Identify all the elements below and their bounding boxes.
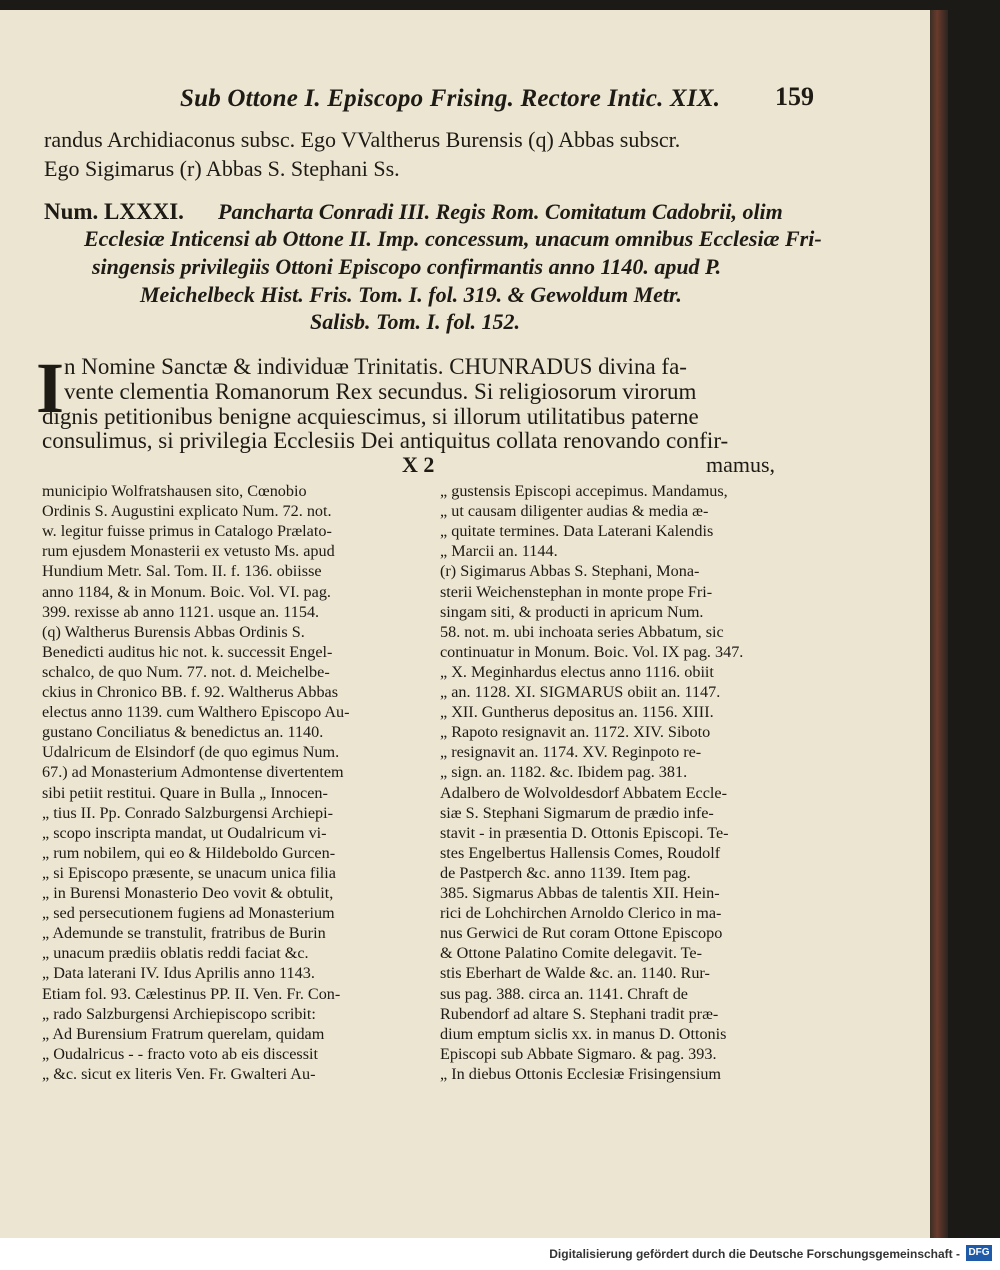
footnote-line: siæ S. Stephani Sigmarum de prædio infe- (440, 803, 714, 822)
footnote-line: continuatur in Monum. Boic. Vol. IX pag. 347. (440, 642, 744, 661)
footnote-line: anno 1184, & in Monum. Boic. Vol. VI. pag. (42, 582, 331, 601)
footnote-line: 58. not. m. ubi inchoata series Abbatum, sic (440, 622, 724, 641)
footnote-line: „ an. 1128. XI. SIGMARUS obiit an. 1147. (440, 683, 721, 701)
body-line: vente clementia Romanorum Rex secundus. Si religiosorum virorum (64, 379, 697, 404)
catchword: mamus, (706, 452, 776, 477)
footnote-line: stes Engelbertus Hallensis Comes, Roudolf (440, 843, 721, 862)
footnote-line: 385. Sigmarus Abbas de talentis XII. Hein- (440, 884, 720, 902)
funding-credit: Digitalisierung gefördert durch die Deutsche Forschungsgemeinschaft - (549, 1247, 960, 1261)
running-head: Sub Ottone I. Episcopo Frising. Rectore Intic. XIX. (180, 85, 721, 112)
footnote-line: sibi petiit restitui. Quare in Bulla „ Innocen- (42, 783, 328, 802)
footnote-line: Ordinis S. Augustini explicato Num. 72. not. (42, 502, 332, 521)
footnote-line: „ XII. Guntherus depositus an. 1156. XIII. (440, 703, 714, 722)
dfg-logo: DFG (966, 1245, 992, 1261)
footnote-line: singam siti, & producti in apricum Num. (440, 602, 704, 621)
body-line: n Nomine Sanctæ & individuæ Trinitatis. CHUNRADUS divina fa- (64, 354, 687, 379)
footnote-line: rici de Lohchirchen Arnoldo Clerico in ma- (440, 904, 722, 923)
page-number: 159 (775, 82, 814, 111)
body-line: consulimus, si privilegia Ecclesiis Dei antiquitus collata renovando confir- (42, 428, 729, 453)
footer-bar (0, 1238, 1000, 1270)
footnote-line: nus Gerwici de Rut coram Ottone Episcopo (440, 924, 723, 943)
footnote-line: „ &c. sicut ex literis Ven. Fr. Gwalteri Au- (42, 1064, 316, 1083)
heading-line: Meichelbeck Hist. Fris. Tom. I. fol. 319. & Gewoldum Metr. (140, 282, 682, 307)
footnote-line: schalco, de quo Num. 77. not. d. Meichelbe- (42, 662, 330, 681)
footnote-line: „ quitate termines. Data Laterani Kalendis (440, 522, 714, 541)
footnote-line: „ Ad Burensium Fratrum querelam, quidam (42, 1024, 325, 1043)
drop-initial: I (36, 348, 65, 428)
signature-mark: X 2 (402, 452, 435, 477)
footnote-line: „ rado Salzburgensi Archiepiscopo scribit: (42, 1004, 316, 1023)
footnote-line: de Pastperch &c. anno 1139. Item pag. (440, 863, 691, 882)
footnote-line: „ Rapoto resignavit an. 1172. XIV. Siboto (440, 723, 711, 742)
footnote-line: (q) Waltherus Burensis Abbas Ordinis S. (42, 622, 305, 641)
footnote-line: „ ut causam diligenter audias & media æ- (440, 502, 709, 521)
footnote-line: „ scopo inscripta mandat, ut Oudalricum vi- (42, 823, 327, 842)
document-number: Num. LXXXI. (44, 199, 184, 224)
text-line: Ego Sigimarus (r) Abbas S. Stephani Ss. (44, 156, 400, 181)
footnote-line: „ sign. an. 1182. &c. Ibidem pag. 381. (440, 763, 688, 782)
footnote-line: 67.) ad Monasterium Admontense divertentem (42, 763, 344, 782)
footnote-line: „ tius II. Pp. Conrado Salzburgensi Archiepi- (42, 803, 334, 822)
body-line: dignis petitionibus benigne acquiescimus, si illorum utilitatibus paterne (42, 404, 699, 429)
footnote-line: sterii Weichenstephan in monte prope Fri- (440, 582, 713, 601)
footnote-line: „ unacum prædiis oblatis reddi faciat &c. (42, 944, 309, 963)
footnote-line: sus pag. 388. circa an. 1141. Chraft de (440, 984, 688, 1003)
footnote-line: & Ottone Palatino Comite delegavit. Te- (440, 944, 703, 963)
footnote-line: Etiam fol. 93. Cælestinus PP. II. Ven. Fr. Con- (42, 984, 341, 1003)
footnote-line: stavit - in præsentia D. Ottonis Episcopi. Te- (440, 823, 729, 842)
footnote-line: „ si Episcopo præsente, se unacum unica filia (42, 863, 336, 882)
footnote-line: ckius in Chronico BB. f. 92. Waltherus Abbas (42, 683, 339, 701)
footnote-line: „ In diebus Ottonis Ecclesiæ Frisingensium (440, 1064, 722, 1083)
text-line: randus Archidiaconus subsc. Ego VValtherus Burensis (q) Abbas subscr. (44, 127, 681, 152)
footnote-line: Benedicti auditus hic not. k. successit Engel- (42, 642, 333, 661)
book-edge (930, 10, 948, 1238)
footnote-line: Episcopi sub Abbate Sigmaro. & pag. 393. (440, 1044, 717, 1063)
footnote-line: 399. rexisse ab anno 1121. usque an. 1154. (42, 602, 320, 621)
footnote-line: Rubendorf ad altare S. Stephani tradit præ- (440, 1004, 719, 1023)
footnote-line: „ Data laterani IV. Idus Aprilis anno 1143. (42, 964, 315, 983)
footnote-line: „ rum nobilem, qui eo & Hildeboldo Gurcen- (42, 843, 336, 862)
footnote-line: „ sed persecutionem fugiens ad Monasterium (42, 904, 335, 923)
heading-line: Pancharta Conradi III. Regis Rom. Comitatum Cadobrii, olim (218, 199, 783, 224)
footnote-line: Udalricum de Elsindorf (de quo egimus Num. (42, 743, 340, 762)
footnote-line: rum ejusdem Monasterii ex vetusto Ms. apud (42, 542, 335, 561)
footnote-line: Adalbero de Wolvoldesdorf Abbatem Eccle- (440, 783, 727, 802)
footnote-line: dium emptum siclis xx. in manus D. Ottonis (440, 1024, 727, 1043)
heading-line: singensis privilegiis Ottoni Episcopo confirmantis anno 1140. apud P. (92, 254, 722, 279)
footnote-line: municipio Wolfratshausen sito, Cœnobio (42, 482, 307, 500)
footnote-line: electus anno 1139. cum Walthero Episcopo Au- (42, 703, 350, 722)
footnote-line: „ Oudalricus - - fracto voto ab eis discessit (42, 1044, 319, 1063)
heading-line: Salisb. Tom. I. fol. 152. (310, 309, 521, 334)
footnote-line: „ X. Meginhardus electus anno 1116. obiit (440, 662, 714, 681)
footnote-line: „ gustensis Episcopi accepimus. Mandamus, (440, 482, 728, 500)
footnote-line: gustano Conciliatus & benedictus an. 1140. (42, 723, 324, 742)
footnote-line: „ in Burensi Monasterio Deo vovit & obtulit, (42, 884, 334, 902)
footnote-line: „ Ademunde se transtulit, fratribus de Burin (42, 924, 326, 943)
footnote-line: stis Eberhart de Walde &c. an. 1140. Rur- (440, 964, 710, 983)
footnote-line: w. legitur fuisse primus in Catalogo Prælato- (42, 522, 332, 541)
footnote-line: „ Marcii an. 1144. (440, 542, 558, 561)
footnote-line: (r) Sigimarus Abbas S. Stephani, Mona- (440, 562, 700, 581)
heading-line: Ecclesiæ Inticensi ab Ottone II. Imp. concessum, unacum omnibus Ecclesiæ Fri- (84, 226, 822, 251)
footnote-line: Hundium Metr. Sal. Tom. II. f. 136. obiisse (42, 562, 322, 581)
footnote-line: „ resignavit an. 1174. XV. Reginpoto re- (440, 743, 702, 762)
